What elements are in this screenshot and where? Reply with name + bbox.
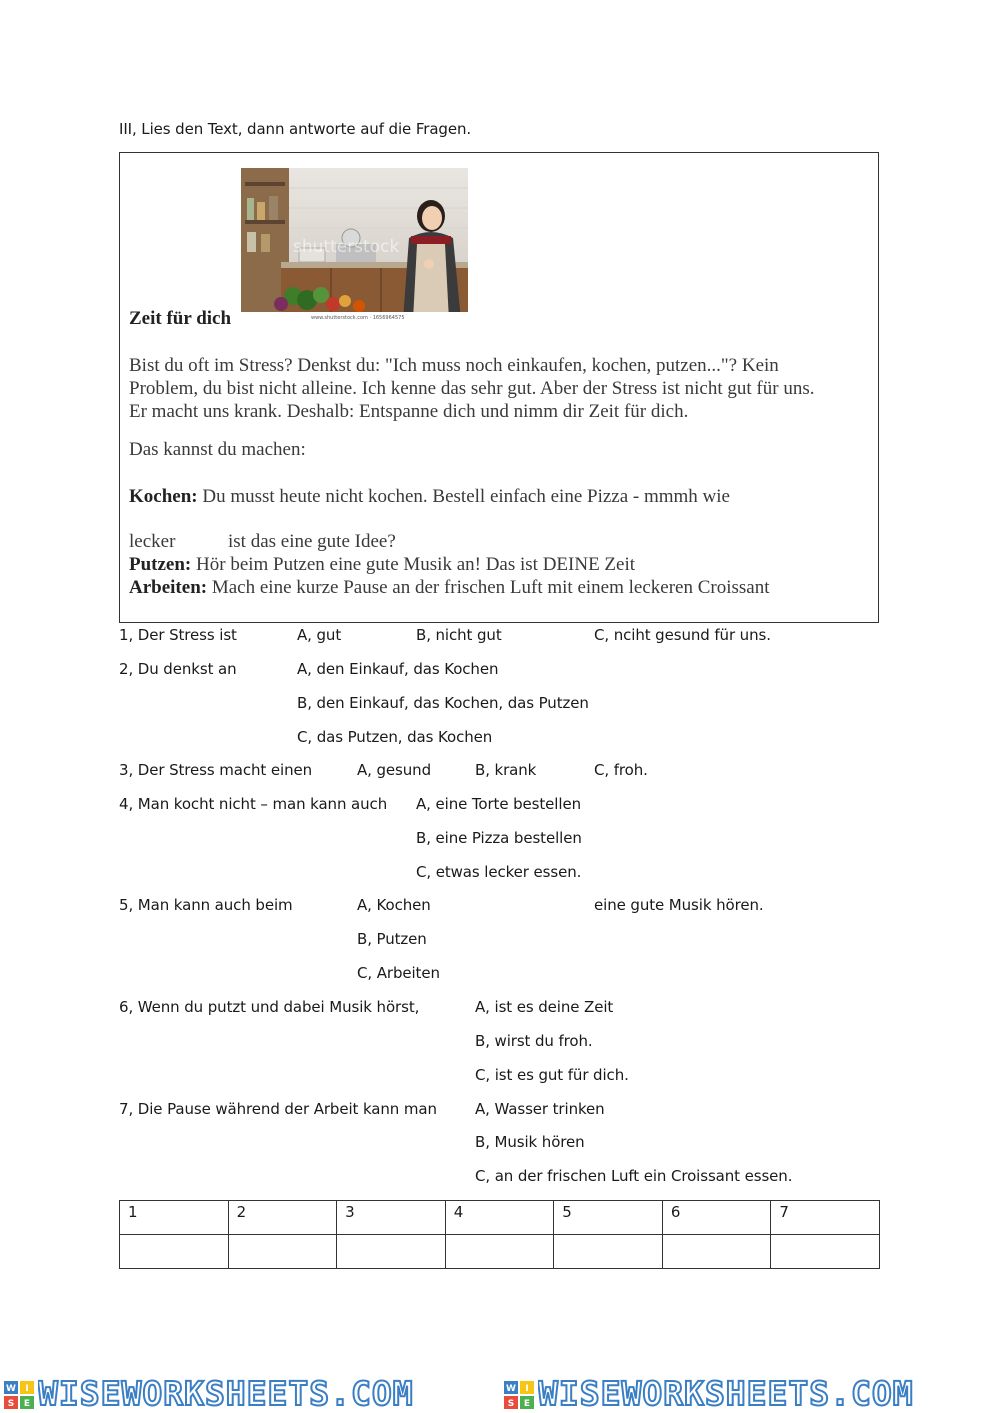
kochen-label: Kochen:: [129, 486, 198, 507]
arbeiten-label: Arbeiten:: [129, 577, 208, 598]
question-1-option-c[interactable]: C, nciht gesund für uns.: [594, 626, 771, 644]
answer-cell-4[interactable]: [445, 1235, 554, 1269]
question-2-option-a[interactable]: A, den Einkauf, das Kochen: [297, 660, 499, 678]
answer-table: [119, 1200, 880, 1269]
question-4-option-c[interactable]: C, etwas lecker essen.: [416, 863, 582, 881]
kochen-text-1: Du musst heute nicht kochen. Bestell einfach eine Pizza - mmmh wie: [202, 486, 730, 507]
kochen-line-1: [129, 486, 730, 508]
answer-cell-5[interactable]: [554, 1235, 663, 1269]
instruction-text: III, Lies den Text, dann antworte auf die Fragen.: [119, 120, 472, 138]
question-4-option-a[interactable]: A, eine Torte bestellen: [416, 795, 581, 813]
footer-banner: [0, 1375, 1000, 1413]
answer-header-3: 3: [337, 1201, 446, 1235]
svg-text:E: E: [23, 1399, 31, 1409]
arbeiten-line: [129, 577, 770, 599]
question-7-option-b[interactable]: B, Musik hören: [475, 1133, 585, 1151]
svg-text:I: I: [525, 1384, 529, 1394]
reading-title-text: Zeit für dich: [129, 308, 232, 329]
answer-cell-1[interactable]: [120, 1235, 229, 1269]
svg-text:S: S: [507, 1399, 515, 1409]
svg-text:W: W: [6, 1384, 16, 1394]
answer-cell-2[interactable]: [228, 1235, 337, 1269]
footer-brand-text-1: WISEWORKSHEETS.COM: [38, 1375, 414, 1413]
svg-text:S: S: [7, 1399, 15, 1409]
question-5-option-b[interactable]: B, Putzen: [357, 930, 427, 948]
answer-cell-6[interactable]: [662, 1235, 771, 1269]
question-7-stem: 7, Die Pause während der Arbeit kann man: [119, 1100, 437, 1118]
question-2-option-b[interactable]: B, den Einkauf, das Kochen, das Putzen: [297, 694, 589, 712]
question-5-tail: eine gute Musik hören.: [594, 896, 764, 914]
question-1-option-a[interactable]: A, gut: [297, 626, 342, 644]
photo-caption: www.shutterstock.com · 1656964575: [311, 315, 405, 320]
answer-header-1: 1: [120, 1201, 229, 1235]
question-4-stem: 4, Man kocht nicht – man kann auch: [119, 795, 388, 813]
question-3-option-b[interactable]: B, krank: [475, 761, 537, 779]
question-3-option-a[interactable]: A, gesund: [357, 761, 431, 779]
kitchen-photo: [241, 168, 468, 320]
answer-table-header-row: [120, 1201, 880, 1235]
question-3-option-c[interactable]: C, froh.: [594, 761, 648, 779]
answer-table-input-row: [120, 1235, 880, 1269]
paragraph-1-line-3: Er macht uns krank. Deshalb: Entspanne dich und nimm dir Zeit für dich.: [129, 401, 689, 422]
answer-header-7: 7: [771, 1201, 880, 1235]
putzen-text: Hör beim Putzen eine gute Musik an! Das ist DEINE Zeit: [196, 554, 636, 575]
question-1-stem: 1, Der Stress ist: [119, 626, 237, 644]
question-2-option-c[interactable]: C, das Putzen, das Kochen: [297, 728, 493, 746]
question-7-option-c[interactable]: C, an der frischen Luft ein Croissant essen.: [475, 1167, 793, 1185]
paragraph-2: Das kannst du machen:: [129, 439, 306, 460]
kochen-line-2-a: lecker: [129, 531, 176, 552]
reading-title: [129, 308, 231, 330]
answer-header-5: 5: [554, 1201, 663, 1235]
paragraph-1-line-2: Problem, du bist nicht alleine. Ich kenne das sehr gut. Aber der Stress ist nicht gut für uns.: [129, 378, 815, 399]
question-7-option-a[interactable]: A, Wasser trinken: [475, 1100, 605, 1118]
question-5-stem: 5, Man kann auch beim: [119, 896, 293, 914]
wiseworksheets-logo-icon: [4, 1381, 34, 1409]
question-5-option-a[interactable]: A, Kochen: [357, 896, 431, 914]
question-4-option-b[interactable]: B, eine Pizza bestellen: [416, 829, 582, 847]
question-1-option-b[interactable]: B, nicht gut: [416, 626, 502, 644]
answer-header-2: 2: [228, 1201, 337, 1235]
kochen-line-2-b: ist das eine gute Idee?: [228, 531, 396, 552]
question-6-option-b[interactable]: B, wirst du froh.: [475, 1032, 593, 1050]
answer-cell-3[interactable]: [337, 1235, 446, 1269]
answer-header-4: 4: [445, 1201, 554, 1235]
wiseworksheets-logo-icon-2: [504, 1381, 534, 1409]
question-6-stem: 6, Wenn du putzt und dabei Musik hörst,: [119, 998, 420, 1016]
photo-watermark: shutterstock: [293, 237, 400, 257]
answer-header-6: 6: [662, 1201, 771, 1235]
question-2-stem: 2, Du denkst an: [119, 660, 237, 678]
putzen-line: [129, 554, 635, 576]
putzen-label: Putzen:: [129, 554, 192, 575]
paragraph-1-line-1: Bist du oft im Stress? Denkst du: "Ich muss noch einkaufen, kochen, putzen..."? Kein: [129, 355, 779, 376]
svg-text:E: E: [523, 1399, 531, 1409]
svg-text:W: W: [506, 1384, 516, 1394]
svg-text:I: I: [25, 1384, 29, 1394]
question-6-option-c[interactable]: C, ist es gut für dich.: [475, 1066, 629, 1084]
answer-cell-7[interactable]: [771, 1235, 880, 1269]
arbeiten-text: Mach eine kurze Pause an der frischen Luft mit einem leckeren Croissant: [211, 577, 770, 598]
footer-brand-text-2: WISEWORKSHEETS.COM: [538, 1375, 914, 1413]
question-5-option-c[interactable]: C, Arbeiten: [357, 964, 440, 982]
question-6-option-a[interactable]: A, ist es deine Zeit: [475, 998, 614, 1016]
question-3-stem: 3, Der Stress macht einen: [119, 761, 313, 779]
